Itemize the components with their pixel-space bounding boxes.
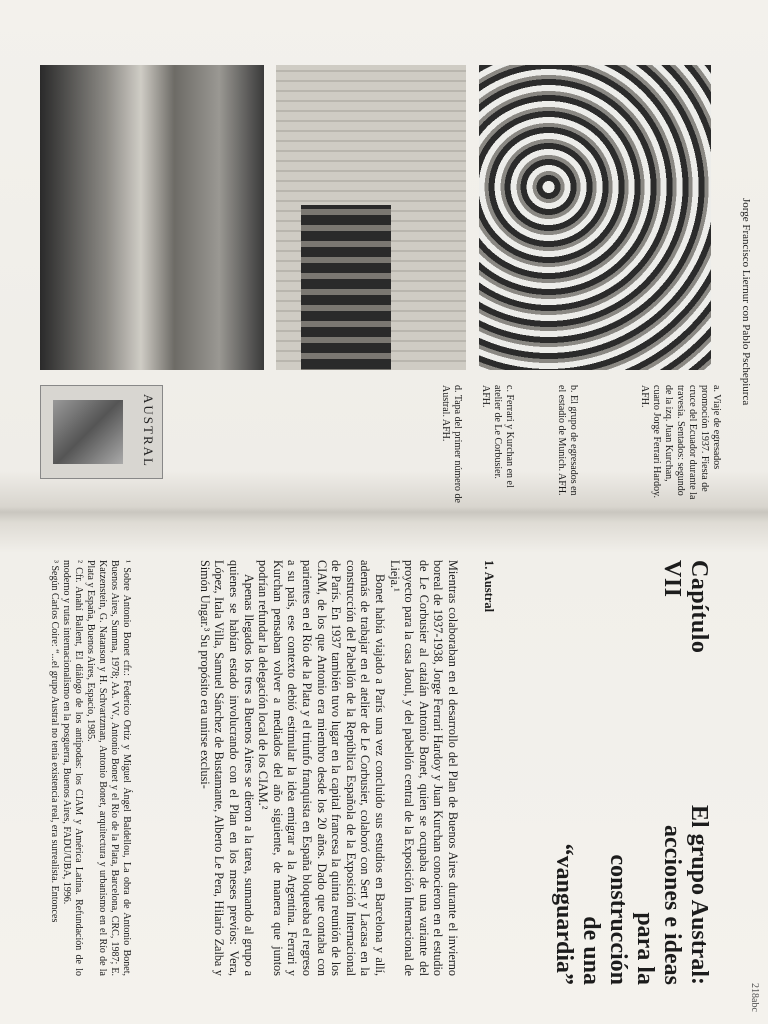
figure-captions-b: [547, 385, 579, 503]
figure-captions: [630, 385, 722, 503]
caption-c: c. Ferrari y Kurchan en el atelier de Le Corbusier. AFH.: [480, 385, 515, 488]
chapter-label: Capítulo VII: [659, 560, 712, 654]
chapter-title-line-2: acciones e ideas: [659, 825, 685, 985]
caption-b: b. El grupo de egresados en el estadio de Munich. AFH.: [556, 385, 579, 496]
body-text: [197, 560, 460, 976]
chapter-title: [550, 780, 712, 985]
photo-ship-party: [479, 65, 711, 370]
chapter-title-line-1: El grupo Austral:: [686, 804, 712, 985]
cover-illustration: [53, 400, 123, 464]
chapter-title-line-3: para la construcción: [605, 854, 658, 985]
caption-d: d. Tapa del primer número de Austral. AFH.: [440, 385, 463, 503]
footnotes: [48, 560, 132, 976]
body-paragraph-1: Mientras colaboraban en el desarrollo del Plan de Buenos Aires durante el invierno boreal de 1937-1938, Jorge Ferrari Hardoy y Juan Kurchan conocieron en el estudio de Le Corbusier al catalán Antonio Bonet, quien se ocupaba de una variante del proyecto para la casa Jaoul, y del pabellón central de la Exposición Internacional de Lieja.¹: [387, 560, 460, 976]
body-paragraph-3: Apenas llegados los tres a Buenos Aires se dieron a la tarea, sumando al grupo a quienes se habían estado involucrando con el Plan en los meses previos: Vera, López, Itala Villa, Samuel Sánchez de Bustamante, Alberto Le Pera, Hilario Zalba y Simón Ungar.³ Su propósito era unirse exclusi-: [197, 560, 256, 976]
photo-stadium-group: [276, 65, 466, 370]
footnote-1: ¹ Sobre Antonio Bonet cfr.: Federico Ortiz y Miguel Ángel Baldellou, La obra de Antonio Bonet, Buenos Aires, Summa, 1978; AA. VV., Antonio Bonet y el Río de la Plata, Barcelona, CRC, 1987; E. Katzenstein, G. Natanson y H. Schvartzman, Antonio Bonet, arquitectura y urbanismo en el Río de la Plata y España, Buenos Aires, Espacio, 1985.: [85, 560, 132, 976]
figure-captions-c: [471, 385, 515, 503]
body-paragraph-2: Bonet había viajado a París una vez concluido sus estudios en Barcelona y allí, además de trabajar en el atelier de Le Corbusier, colaboró con Sert y Lacasa en la construcción del Pabellón de la República Española de la Exposición Internacional de París. En 1937 también tuvo lugar en la capital francesa la quinta reunión de los CIAM, de los que Antonio era miembro desde los 20 años. Dado que contaba con parientes en el Río de la Plata y el triunfo franquista en España bloqueaba el regreso a su país, ese contexto debió estimular la idea emigrar a la Argentina. Ferrari y Kurchan pensaban volver a mediados del año siguiente, de manera que juntos podrían refundar la delegación local de los CIAM.²: [256, 560, 388, 976]
chapter-title-line-4: de una “vanguardia”: [551, 843, 604, 985]
figure-captions-d: [431, 385, 463, 503]
photo-group-figures: [301, 205, 391, 370]
footnote-2: ² Cfr. Anahí Ballent, El diálogo de los antípodas: los CIAM y América Latina. Refundación de lo moderno y rutas internacionalismo en la posguerra, Buenos Aires, FADU/UBA, 1996.: [61, 560, 84, 976]
austral-cover-image: [40, 385, 163, 479]
caption-a: a. Viaje de egresados promoción 1937. Fiesta de cruce del Ecuador durante la travesía. Sentados: segundo de la izq. Juan Kurchan, cuarto Jorge Ferrari Hardoy. AFH.: [639, 385, 722, 500]
running-header: Jorge Francisco Liernur con Pablo Pschepiurca: [740, 198, 752, 406]
section-heading: 1. Austral: [482, 560, 496, 613]
page-number: 218abc: [749, 983, 760, 1012]
photo-atelier: [40, 65, 264, 370]
cover-title: AUSTRAL: [141, 394, 156, 468]
footnote-3: ³ Según Carlos Coire: “...el grupo Austral no tenía existencia real, era surrealista. Entonces: [49, 560, 60, 923]
